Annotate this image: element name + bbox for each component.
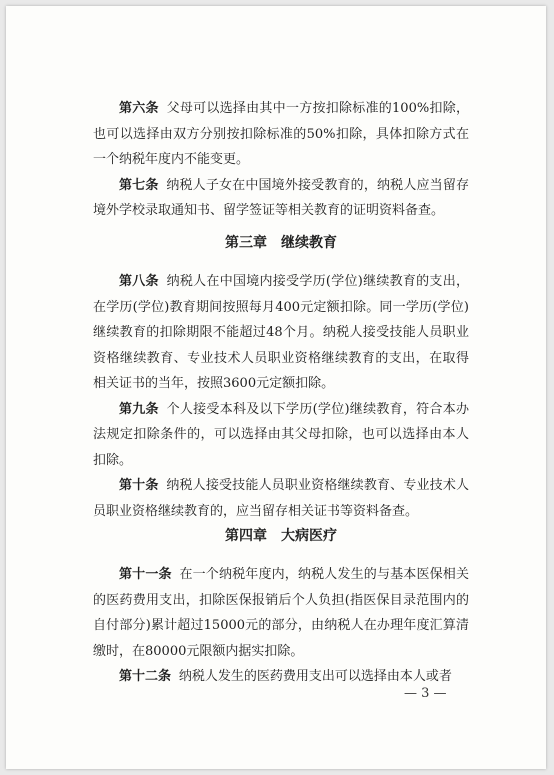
article-10-text: 纳税人接受技能人员职业资格继续教育、专业技术人员职业资格继续教育的，应当留存相关证书等资料备查。 xyxy=(93,478,469,519)
articles-block-2 xyxy=(93,269,469,524)
article-6 xyxy=(93,96,469,173)
articles-block-3 xyxy=(93,562,469,690)
article-6-label: 第六条 xyxy=(119,101,159,116)
article-11 xyxy=(93,562,469,664)
article-9-text: 个人接受本科及以下学历(学位)继续教育，符合本办法规定扣除条件的，可以选择由其父母扣除，也可以选择由本人扣除。 xyxy=(93,401,469,468)
article-10-label: 第十条 xyxy=(119,478,159,493)
article-7 xyxy=(93,173,469,224)
articles-block-1 xyxy=(93,96,469,224)
chapter-3-heading-wrap xyxy=(93,231,469,257)
article-7-text: 纳税人子女在中国境外接受教育的，纳税人应当留存境外学校录取通知书、留学签证等相关教育的证明资料备查。 xyxy=(93,177,469,218)
document-page xyxy=(6,6,546,769)
article-11-label: 第十一条 xyxy=(119,567,172,582)
article-12-label: 第十二条 xyxy=(119,669,172,684)
article-7-label: 第七条 xyxy=(119,177,159,193)
chapter-4-heading-wrap xyxy=(93,524,469,550)
article-8-text: 纳税人在中国境内接受学历(学位)继续教育的支出，在学历(学位)教育期间按照每月400元定额扣除。同一学历(学位)继续教育的扣除期限不能超过48个月。纳税人接受技能人员职业资格继续教育、专业技术人员职业资格继续教育的支出，在取得相关证书的当年，按照3600元定额扣除。 xyxy=(93,274,469,391)
chapter-4-heading: 第四章 大病医疗 xyxy=(225,528,337,544)
article-11-text: 在一个纳税年度内，纳税人发生的与基本医保相关的医药费用支出，扣除医保报销后个人负担(指医保目录范围内的自付部分)累计超过15000元的部分，由纳税人在办理年度汇算清缴时，在80000元限额内据实扣除。 xyxy=(93,567,469,659)
article-9 xyxy=(93,397,469,474)
article-8-label: 第八条 xyxy=(119,274,159,289)
article-8 xyxy=(93,269,469,397)
article-12-text: 纳税人发生的医药费用支出可以选择由本人或者 xyxy=(178,669,452,684)
page-number: — 3 — xyxy=(404,686,447,701)
article-9-label: 第九条 xyxy=(119,401,159,417)
chapter-3-heading: 第三章 继续教育 xyxy=(225,235,337,251)
article-6-text: 父母可以选择由其中一方按扣除标准的100%扣除，也可以选择由双方分别按扣除标准的50%扣除，具体扣除方式在一个纳税年度内不能变更。 xyxy=(93,101,469,167)
article-10 xyxy=(93,473,469,524)
